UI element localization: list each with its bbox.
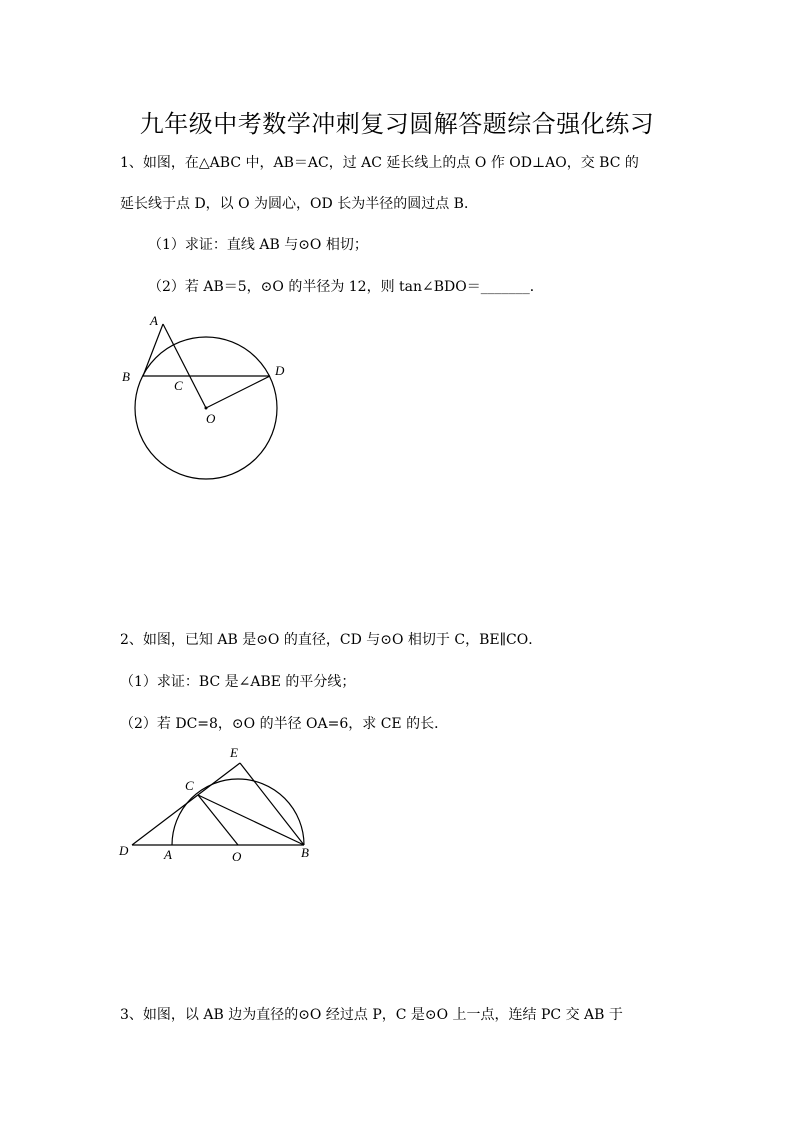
problem2-figure (110, 740, 320, 865)
segment-ao (163, 324, 206, 408)
segment-co (198, 795, 238, 845)
label-b: B (122, 369, 130, 384)
segment-od (206, 376, 270, 408)
problem1-part2: （2）若 AB＝5，⊙O 的半径为 12，则 tan∠BDO＝_______． (148, 279, 544, 295)
problem2-statement: 2、如图，已知 AB 是⊙O 的直径，CD 与⊙O 相切于 C，BE∥CO． (120, 632, 543, 648)
label-o: O (206, 411, 216, 426)
label-d: D (119, 843, 129, 858)
segment-eb (240, 763, 304, 845)
label-b: B (301, 845, 309, 860)
label-d: D (275, 363, 285, 378)
center-point-o (205, 407, 208, 410)
label-e: E (230, 745, 238, 760)
problem2-part2: （2）若 DC=8，⊙O 的半径 OA=6，求 CE 的长． (120, 716, 449, 732)
label-c: C (185, 778, 194, 793)
problem2-part1: （1）求证：BC 是∠ABE 的平分线； (120, 674, 356, 690)
label-c: C (174, 378, 183, 393)
page-title: 九年级中考数学冲刺复习圆解答题综合强化练习 (139, 110, 655, 138)
segment-ab (143, 324, 163, 376)
label-a: A (150, 313, 158, 328)
problem3-statement: 3、如图，以 AB 边为直径的⊙O 经过点 P，C 是⊙O 上一点，连结 PC 交 AB 于 (120, 1007, 623, 1023)
problem1-statement-line2: 延长线于点 D，以 O 为圆心，OD 长为半径的圆过点 B． (120, 196, 478, 212)
problem1-part1: （1）求证：直线 AB 与⊙O 相切； (148, 237, 368, 253)
segment-de (132, 763, 240, 845)
problem1-figure (110, 305, 310, 490)
label-o: O (232, 849, 242, 864)
label-a: A (164, 847, 172, 862)
problem1-statement-line1: 1、如图，在△ABC 中，AB＝AC，过 AC 延长线上的点 O 作 OD⊥AO，交 BC 的 (120, 155, 639, 171)
